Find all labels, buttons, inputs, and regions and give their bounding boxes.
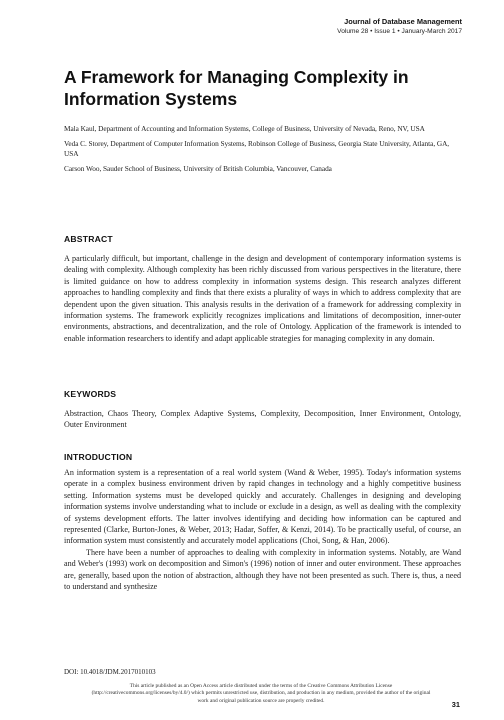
- page-number: 31: [451, 700, 460, 709]
- author-list: [64, 124, 464, 179]
- abstract-text: A particularly difficult, but important, challenge in the design and development of contemporary information systems is dealing with complexity. Although complexity has been richly discussed from various perspectives in the literature, there is limited guidance on how to address complexity in information systems design. This research analyzes different approaches to handling complexity and finds that there exists a plurality of ways in which to address complexity that are dependent upon the given situation. This analysis results in the derivation of a framework for addressing complexity in information systems. The framework explicitly recognizes implications and limitations of decomposition, inner-outer environments, abstractions, and decentralization, and the role of Ontology. Application of the framework is intended to enable information researchers to identify and adapt applicable strategies for managing complexity in any domain.: [64, 254, 461, 343]
- journal-header: [337, 17, 462, 37]
- author-affiliation-kaul: Mala Kaul, Department of Accounting and Information Systems, College of Business, University of Nevada, Reno, NV, USA: [64, 124, 425, 133]
- author-affiliation-storey: Veda C. Storey, Department of Computer Information Systems, Robinson College of Business, Georgia State University, Atlanta, GA, USA: [64, 139, 450, 158]
- introduction-paragraph: There have been a number of approaches to dealing with complexity in information systems. Notably, are Wand and Weber's (1993) work on decomposition and Simon's (1996) notion of inner and outer environment. These approaches are, generally, based upon the notion of abstraction, although they have not been presented as such. There is, thus, a need to understand and synthesize: [64, 547, 461, 592]
- doi: DOI: 10.4018/JDM.2017010103: [64, 668, 156, 676]
- keywords-text: Abstraction, Chaos Theory, Complex Adaptive Systems, Complexity, Decomposition, Inner Environment, Ontology, Outer Environment: [64, 409, 461, 430]
- journal-name: Journal of Database Management: [344, 17, 462, 26]
- abstract-heading: ABSTRACT: [64, 234, 113, 244]
- journal-issue: Volume 28 • Issue 1 • January-March 2017: [337, 28, 462, 35]
- article-title: A Framework for Managing Complexity in Information Systems: [64, 67, 409, 109]
- keywords-heading: KEYWORDS: [64, 389, 117, 399]
- license-notice: This article published as an Open Access article distributed under the terms of the Creative Commons Attribution License (http://creativecommons.org/licenses/by/4.0/) which permits unrestricted use, distribution, and production in any medium, provided the author of the original work and original publication source are properly credited.: [91, 683, 431, 704]
- introduction-paragraph: An information system is a representation of a real world system (Wand & Weber, 1995). Today's information systems operate in a complex business environment driven by rapid changes in technology and a highly competitive business setting. Information systems must be developed quickly and accurately. Challenges in designing and developing information systems involve understanding what to include or exclude in a design, as well as dealing with the complexity of systems development efforts. The latter involves identifying and deciding how information can be captured and represented (Clarke, Burton-Jones, & Weber, 2013; Hadar, Soffer, & Kenzi, 2014). To be practically useful, of course, an information system must consistently and accurately model applications (Choi, Song, & Han, 2006).: [64, 468, 461, 546]
- introduction-heading: INTRODUCTION: [64, 452, 133, 462]
- author-affiliation-woo: Carson Woo, Sauder School of Business, University of British Columbia, Vancouver, Canada: [64, 164, 332, 173]
- introduction-body: [64, 467, 461, 592]
